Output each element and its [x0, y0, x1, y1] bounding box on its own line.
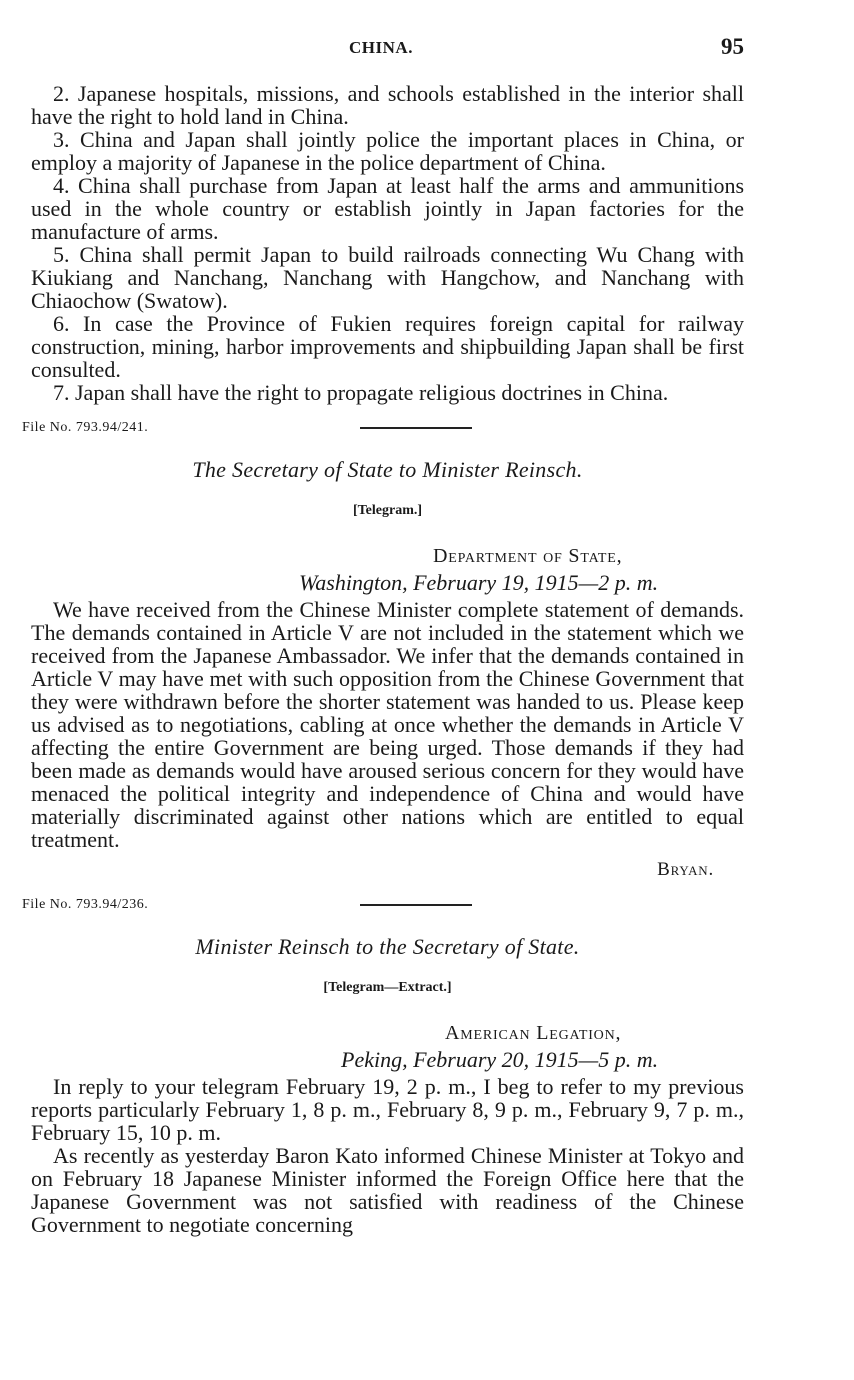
dateline-place-date: Peking, February 20, 1915—5 p. m. [341, 1047, 659, 1072]
signature: Bryan. [657, 859, 714, 880]
dateline-organization: Department of State, [433, 545, 623, 567]
demand-item: 4. China shall purchase from Japan at least half the arms and ammunitions used in the whole country or establish jointly in Japan factories for the manufacture of arms. [31, 173, 744, 244]
demand-item: 5. China shall permit Japan to build railroads connecting Wu Chang with Kiukiang and Nanchang, Nanchang with Hangchow, and Nanchang with Chiaochow (Swatow). [31, 242, 744, 313]
section-heading: Minister Reinsch to the Secretary of State. [195, 934, 580, 959]
demand-item: 6. In case the Province of Fukien requires foreign capital for railway construction, mining, harbor improvements and shipbuilding Japan shall be first consulted. [31, 311, 744, 382]
telegram-section-bryan [22, 420, 744, 881]
page-content [22, 81, 744, 1237]
telegram-paragraph: As recently as yesterday Baron Kato informed Chinese Minister at Tokyo and on February 18 Japanese Minister informed the Foreign Office here that the Japanese Government was not satisfied with readiness of the Chinese Government to negotiate concerning [31, 1143, 744, 1237]
demand-item: 3. China and Japan shall jointly police the important places in China, or employ a majority of Japanese in the police department of China. [31, 127, 744, 175]
page-header [0, 34, 854, 64]
demand-item: 7. Japan shall have the right to propagate religious doctrines in China. [53, 380, 669, 405]
telegram-body: We have received from the Chinese Minister complete statement of demands. The demands contained in Article V are not included in the statement which we received from the Japanese Ambassador. We infer that the demands contained in Article V may have met with such opposition from the Chinese Government that they were withdrawn before the shorter statement was handed to us. Please keep us advised as to negotiations, cabling at once whether the demands in Article V affecting the entire Government are being urged. Those demands if they had been made as demands would have aroused serious concern for they would have menaced the political integrity and independence of China and would have materially discriminated against other nations which are entitled to equal treatment. [31, 597, 744, 852]
telegram-section-reinsch [22, 897, 744, 1237]
telegram-paragraph: In reply to your telegram February 19, 2 p. m., I beg to refer to my previous reports particularly February 1, 8 p. m., February 8, 9 p. m., February 9, 7 p. m., February 15, 10 p. m. [31, 1074, 744, 1145]
demands-list [31, 82, 744, 404]
page-number: 95 [721, 34, 744, 59]
dateline-organization: American Legation, [445, 1022, 622, 1044]
file-number: File No. 793.94/236. [22, 897, 149, 912]
section-divider [360, 904, 472, 906]
telegram-label: [Telegram.] [352, 503, 423, 518]
dateline-place-date: Washington, February 19, 1915—2 p. m. [299, 570, 659, 595]
section-divider [360, 427, 472, 429]
section-heading: The Secretary of State to Minister Reinsch. [192, 457, 583, 482]
running-title: CHINA. [349, 38, 413, 57]
telegram-label: [Telegram—Extract.] [323, 980, 452, 995]
demand-item: 2. Japanese hospitals, missions, and schools established in the interior shall have the right to hold land in China. [31, 81, 744, 129]
file-number: File No. 793.94/241. [22, 420, 149, 435]
